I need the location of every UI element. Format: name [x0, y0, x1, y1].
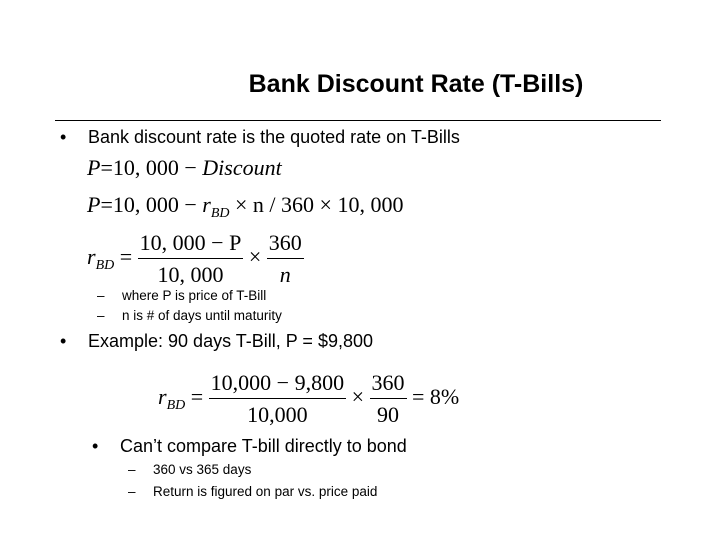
sub-bullet-4-text: Return is figured on par vs. price paid	[153, 484, 378, 499]
bullet-2	[60, 331, 373, 352]
formula-3-den-1: 10, 000	[157, 262, 224, 287]
bullet-3-text: Can’t compare T-bill directly to bond	[120, 436, 407, 456]
bullet-1-text: Bank discount rate is the quoted rate on T-Bills	[88, 127, 460, 147]
dash-marker: –	[97, 288, 105, 303]
formula-4-result: = 8%	[412, 384, 460, 410]
formula-example: $r_{BD}$ = $\frac{10,000 - 9,800}{10,000}$ × $\frac{360}{90}$ = 8%	[158, 370, 460, 427]
formula-4-den-1: 10,000	[247, 402, 308, 427]
formula-4-den-2: 90	[377, 402, 399, 427]
formula-price-discount	[87, 155, 282, 181]
sub-bullet-4	[128, 484, 377, 499]
formula-2-rest: × n / 360 × 10, 000	[229, 192, 404, 217]
formula-4-r: r	[158, 384, 167, 410]
bullet-1	[60, 127, 460, 148]
sub-bullet-1-text: where P is price of T-Bill	[122, 288, 267, 303]
formula-1-lhs: P	[87, 155, 101, 180]
formula-3-sub: BD	[95, 258, 115, 274]
formula-4-sub: BD	[166, 398, 186, 414]
formula-4-fraction-2	[370, 370, 407, 428]
formula-2-sub: BD	[210, 206, 230, 221]
bullet-dot: •	[92, 436, 99, 456]
formula-1-rhs-a: =10, 000 −	[100, 155, 203, 180]
sub-bullet-3	[128, 462, 251, 477]
formula-rate-definition: $r_{BD}$ = $\frac{10, 000 - P}{10, 000}$ × $\frac{360}{n}$	[87, 230, 302, 287]
bullet-3	[92, 436, 407, 457]
formula-3-r: r	[87, 244, 96, 270]
formula-price-rate	[87, 192, 403, 222]
formula-4-num-1: 10,000 − 9,800	[209, 370, 346, 399]
dash-marker: –	[128, 462, 136, 477]
formula-3-num-2: 360	[267, 230, 304, 259]
formula-2-r: r	[202, 192, 211, 217]
formula-3-num-1: 10, 000 − P	[138, 230, 244, 259]
title-divider	[55, 120, 661, 121]
formula-3-den-2: n	[279, 262, 291, 287]
bullet-dot: •	[60, 331, 67, 351]
formula-4-num-2: 360	[370, 370, 407, 399]
formula-2-lhs: P	[87, 192, 101, 217]
dash-marker: –	[128, 484, 136, 499]
sub-bullet-2	[97, 308, 282, 323]
formula-3-fraction-1	[138, 230, 244, 288]
formula-1-rhs-b: Discount	[202, 155, 282, 180]
bullet-2-text: Example: 90 days T-Bill, P = $9,800	[88, 331, 374, 351]
sub-bullet-2-text: n is # of days until maturity	[122, 308, 282, 323]
page-title: Bank Discount Rate (T-Bills)	[248, 70, 584, 98]
bullet-dot: •	[60, 127, 67, 147]
formula-4-fraction-1	[209, 370, 346, 428]
sub-bullet-3-text: 360 vs 365 days	[153, 462, 252, 477]
sub-bullet-1	[97, 288, 266, 303]
dash-marker: –	[97, 308, 105, 323]
formula-2-rhs-a: =10, 000 −	[100, 192, 203, 217]
formula-3-fraction-2	[267, 230, 304, 288]
